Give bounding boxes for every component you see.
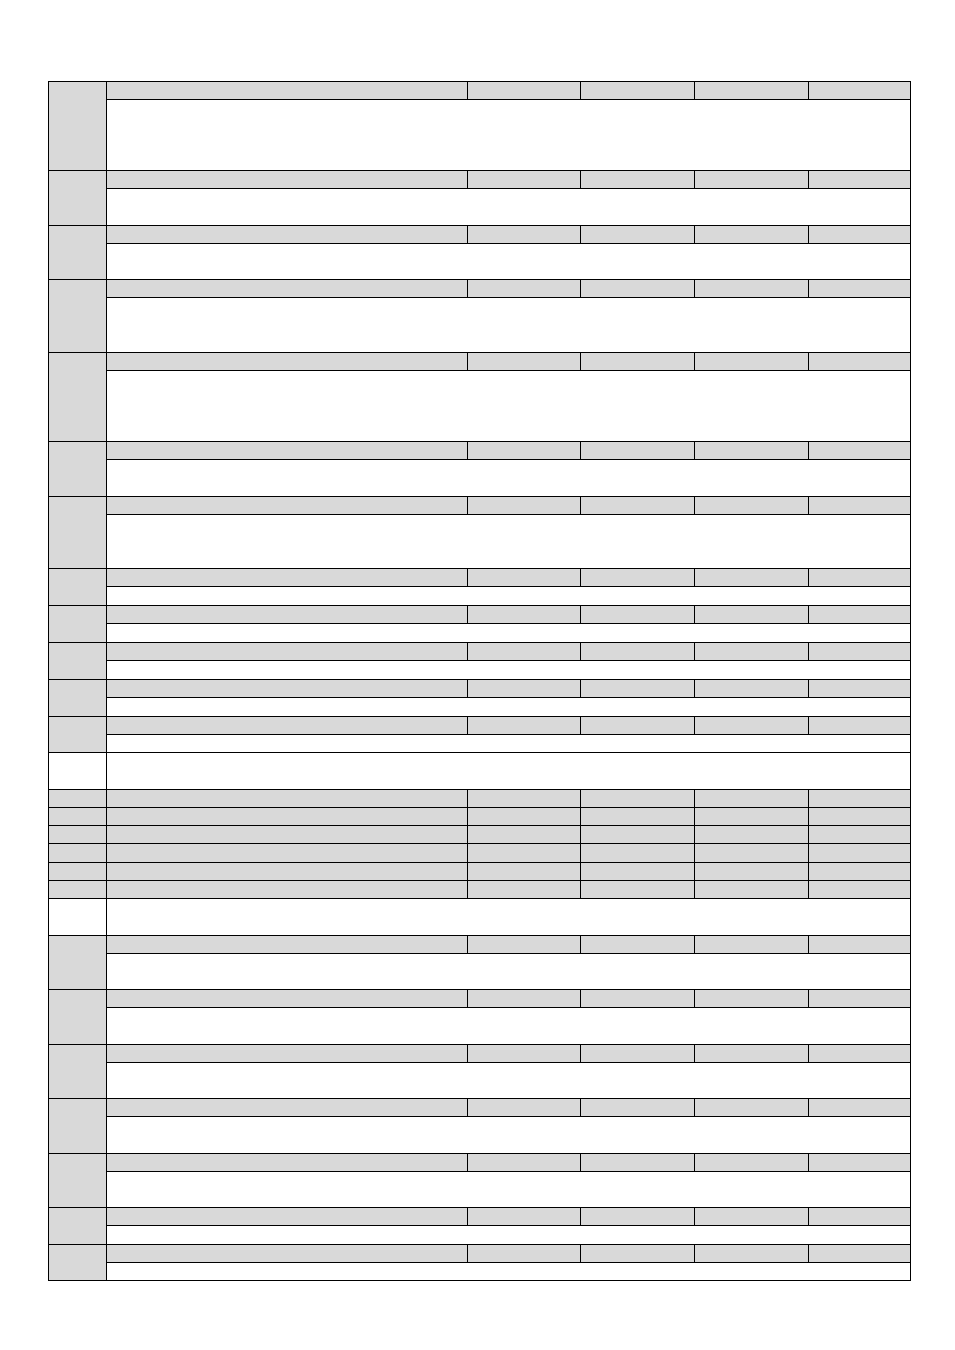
section-index-cell (48, 279, 107, 353)
section-index-cell (48, 807, 107, 826)
section-header-cell (106, 568, 468, 587)
section-header-cell (467, 1153, 581, 1172)
section-body-cell (106, 243, 911, 280)
section-header-cell (808, 843, 911, 863)
section-header-cell (580, 1044, 695, 1063)
section-header-cell (580, 880, 695, 899)
section-header-cell (467, 789, 581, 808)
section-note-cell (106, 752, 911, 790)
section-header-cell (808, 935, 911, 954)
section-header-cell (580, 679, 695, 698)
form-section (48, 605, 910, 643)
section-header-cell (694, 807, 809, 826)
section-header-cell (694, 225, 809, 244)
section-header-cell (808, 880, 911, 899)
section-body-cell (106, 734, 911, 753)
section-header-cell (106, 716, 468, 735)
section-header-cell (694, 843, 809, 863)
section-header-cell (467, 989, 581, 1008)
form-section (48, 789, 910, 808)
section-header-cell (580, 279, 695, 298)
section-header-cell (106, 1244, 468, 1263)
section-body-cell (106, 1062, 911, 1099)
section-note-cell (106, 898, 911, 936)
section-header-cell (808, 352, 911, 371)
section-header-cell (694, 642, 809, 661)
section-body-cell (106, 370, 911, 442)
section-index-cell (48, 1153, 107, 1208)
section-header-cell (694, 81, 809, 100)
section-header-cell (808, 170, 911, 189)
form-section (48, 825, 910, 844)
section-header-cell (694, 605, 809, 624)
section-index-cell (48, 1244, 107, 1281)
section-header-cell (694, 825, 809, 844)
section-body-cell (106, 623, 911, 643)
section-header-cell (694, 1098, 809, 1117)
section-header-cell (580, 862, 695, 881)
section-header-cell (580, 441, 695, 460)
form-section (48, 170, 910, 226)
section-header-cell (694, 1153, 809, 1172)
section-index-cell (48, 716, 107, 753)
section-index-cell (48, 935, 107, 990)
form-section (48, 1098, 910, 1154)
section-header-cell (580, 568, 695, 587)
section-body-cell (106, 953, 911, 990)
section-header-cell (467, 170, 581, 189)
section-header-cell (694, 170, 809, 189)
section-index-cell (48, 642, 107, 680)
section-header-cell (106, 1044, 468, 1063)
form-section (48, 1044, 910, 1099)
section-index-cell (48, 898, 107, 936)
section-body-cell (106, 697, 911, 717)
section-index-cell (48, 568, 107, 606)
section-header-cell (106, 880, 468, 899)
section-header-cell (808, 568, 911, 587)
section-header-cell (467, 807, 581, 826)
section-index-cell (48, 81, 107, 171)
section-index-cell (48, 1098, 107, 1154)
section-index-cell (48, 1044, 107, 1099)
section-header-cell (580, 225, 695, 244)
section-header-cell (580, 352, 695, 371)
form-section (48, 81, 910, 171)
section-header-cell (467, 81, 581, 100)
section-body-cell (106, 1116, 911, 1154)
section-header-cell (808, 496, 911, 515)
form-section (48, 989, 910, 1045)
section-header-cell (580, 843, 695, 863)
form-section (48, 279, 910, 353)
section-header-cell (808, 1207, 911, 1226)
form-section (48, 752, 910, 790)
section-header-cell (694, 1044, 809, 1063)
section-header-cell (808, 225, 911, 244)
section-index-cell (48, 679, 107, 717)
section-header-cell (106, 352, 468, 371)
section-header-cell (467, 843, 581, 863)
section-header-cell (580, 1244, 695, 1263)
form-section (48, 880, 910, 899)
section-header-cell (106, 496, 468, 515)
form-section (48, 441, 910, 497)
form-section (48, 898, 910, 936)
section-header-cell (467, 568, 581, 587)
section-header-cell (467, 441, 581, 460)
section-header-cell (106, 1153, 468, 1172)
section-header-cell (808, 1098, 911, 1117)
section-header-cell (808, 862, 911, 881)
section-header-cell (106, 642, 468, 661)
form-section (48, 352, 910, 442)
section-index-cell (48, 843, 107, 863)
section-header-cell (808, 81, 911, 100)
section-header-cell (694, 716, 809, 735)
section-header-cell (580, 1207, 695, 1226)
section-body-cell (106, 99, 911, 171)
section-header-cell (694, 862, 809, 881)
form-section (48, 642, 910, 680)
section-header-cell (694, 1244, 809, 1263)
section-header-cell (467, 225, 581, 244)
section-header-cell (808, 825, 911, 844)
section-index-cell (48, 170, 107, 226)
section-header-cell (467, 862, 581, 881)
section-index-cell (48, 441, 107, 497)
section-header-cell (106, 605, 468, 624)
section-header-cell (808, 279, 911, 298)
form-section (48, 679, 910, 717)
section-header-cell (106, 441, 468, 460)
section-header-cell (694, 789, 809, 808)
section-header-cell (467, 496, 581, 515)
section-header-cell (106, 679, 468, 698)
section-header-cell (580, 81, 695, 100)
section-header-cell (808, 807, 911, 826)
section-header-cell (106, 843, 468, 863)
section-body-cell (106, 1007, 911, 1045)
section-body-cell (106, 1171, 911, 1208)
section-header-cell (580, 825, 695, 844)
form-section (48, 1207, 910, 1245)
section-index-cell (48, 880, 107, 899)
section-header-cell (808, 789, 911, 808)
section-header-cell (467, 880, 581, 899)
form-section (48, 807, 910, 826)
section-header-cell (106, 1207, 468, 1226)
section-index-cell (48, 789, 107, 808)
section-header-cell (580, 496, 695, 515)
section-header-cell (808, 1044, 911, 1063)
section-header-cell (694, 880, 809, 899)
section-header-cell (580, 605, 695, 624)
section-header-cell (580, 170, 695, 189)
section-header-cell (467, 1098, 581, 1117)
form-section (48, 1153, 910, 1208)
section-body-cell (106, 1262, 911, 1281)
section-header-cell (106, 225, 468, 244)
section-index-cell (48, 605, 107, 643)
section-index-cell (48, 989, 107, 1045)
section-header-cell (808, 642, 911, 661)
section-header-cell (694, 496, 809, 515)
section-header-cell (106, 807, 468, 826)
section-body-cell (106, 459, 911, 497)
section-header-cell (694, 352, 809, 371)
section-header-cell (106, 1098, 468, 1117)
section-header-cell (467, 605, 581, 624)
section-header-cell (106, 279, 468, 298)
section-index-cell (48, 496, 107, 569)
form-section (48, 935, 910, 990)
section-header-cell (580, 642, 695, 661)
section-index-cell (48, 352, 107, 442)
section-header-cell (467, 1044, 581, 1063)
section-header-cell (467, 716, 581, 735)
section-body-cell (106, 586, 911, 606)
section-header-cell (580, 1153, 695, 1172)
section-body-cell (106, 297, 911, 353)
section-header-cell (808, 989, 911, 1008)
section-header-cell (808, 716, 911, 735)
section-header-cell (808, 679, 911, 698)
section-header-cell (467, 679, 581, 698)
section-header-cell (580, 789, 695, 808)
section-header-cell (580, 807, 695, 826)
section-index-cell (48, 825, 107, 844)
section-header-cell (106, 789, 468, 808)
section-index-cell (48, 1207, 107, 1245)
section-header-cell (106, 825, 468, 844)
section-body-cell (106, 188, 911, 226)
section-index-cell (48, 862, 107, 881)
section-header-cell (580, 716, 695, 735)
section-index-cell (48, 225, 107, 280)
section-body-cell (106, 514, 911, 569)
section-header-cell (580, 1098, 695, 1117)
section-header-cell (106, 989, 468, 1008)
section-header-cell (808, 1153, 911, 1172)
section-header-cell (467, 935, 581, 954)
section-header-cell (467, 1207, 581, 1226)
section-header-cell (467, 279, 581, 298)
section-header-cell (467, 825, 581, 844)
form-section (48, 568, 910, 606)
section-header-cell (694, 679, 809, 698)
section-body-cell (106, 660, 911, 680)
form-section (48, 862, 910, 881)
section-header-cell (808, 605, 911, 624)
section-header-cell (467, 1244, 581, 1263)
section-header-cell (808, 1244, 911, 1263)
section-header-cell (106, 935, 468, 954)
section-header-cell (694, 989, 809, 1008)
section-body-cell (106, 1225, 911, 1245)
section-header-cell (467, 642, 581, 661)
section-header-cell (580, 989, 695, 1008)
form-section (48, 496, 910, 569)
form-section (48, 716, 910, 753)
section-header-cell (694, 441, 809, 460)
form-section (48, 843, 910, 863)
section-header-cell (580, 935, 695, 954)
section-header-cell (106, 862, 468, 881)
section-header-cell (106, 170, 468, 189)
section-header-cell (467, 352, 581, 371)
form-section (48, 225, 910, 280)
section-index-cell (48, 752, 107, 790)
section-header-cell (694, 1207, 809, 1226)
section-header-cell (694, 568, 809, 587)
form-table (48, 81, 910, 1280)
section-header-cell (694, 279, 809, 298)
section-header-cell (808, 441, 911, 460)
section-header-cell (106, 81, 468, 100)
form-section (48, 1244, 910, 1281)
section-header-cell (694, 935, 809, 954)
